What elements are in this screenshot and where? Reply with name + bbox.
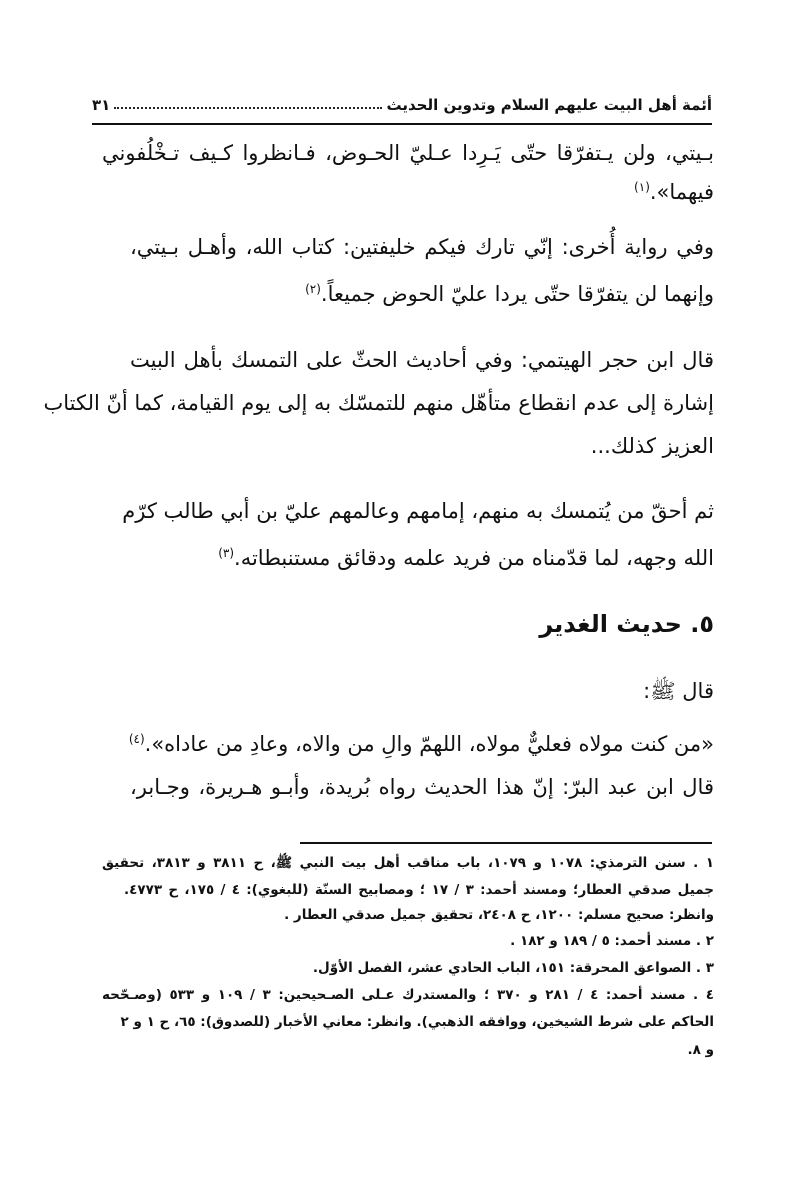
body-line — [102, 538, 714, 573]
page-number: ٣١ — [92, 96, 111, 114]
body-line — [102, 274, 714, 309]
text: وإنهما لن يتفرّقا حتّى يردا عليّ الحوض جميعاً. — [320, 282, 714, 306]
footnote-line: الحاكم على شرط الشيخين، ووافقه الذهبي). وانظر: معاني الأخبار (للصدوق): ٦٥، ح ١ و ٢ — [120, 1014, 714, 1030]
footnote-line: و ٨. — [687, 1042, 714, 1058]
text: الله وجهه، لما قدّمناه من فريد علمه ودقائق مستنبطاته. — [234, 546, 714, 570]
header-dot-leader — [114, 107, 382, 109]
section-heading: ٥. حديث الغدير — [539, 610, 714, 638]
running-header — [92, 86, 712, 114]
footnote-line: ٣ . الصواعق المحرقة: ١٥١، الباب الحادي عشر، الفصل الأوّل. — [312, 960, 714, 976]
body-line: إشارة إلى عدم انقطاع متأهّل منهم للتمسّك به إلى يوم القيامة، كما أنّ الكتاب — [43, 391, 714, 415]
footnote-line: جميل صدقي العطار؛ ومسند أحمد: ٣ / ١٧ ؛ ومصابيح السنّة (للبغوي): ٤ / ١٧٥، ح ٤٧٧٣. — [124, 882, 714, 898]
footnote-ref: (٢) — [305, 282, 321, 296]
body-line: قال ابن حجر الهيتمي: وفي أحاديث الحثّ على التمسك بأهل البيت — [130, 348, 714, 372]
text: «من كنت مولاه فعليٌّ مولاه، اللهمّ والِ من والاه، وعادِ من عاداه». — [144, 732, 714, 756]
body-line: العزيز كذلك... — [590, 434, 714, 458]
body-line: قال ابن عبد البرّ: إنّ هذا الحديث رواه بُريدة، وأبـو هـريرة، وجـابر، — [130, 775, 714, 799]
header-title: أئمة أهل البيت عليهم السلام وتدوين الحديث — [386, 96, 712, 114]
body-line: قال ﷺ: — [643, 679, 714, 703]
footnote-ref: (١) — [634, 180, 650, 194]
body-line — [102, 724, 714, 759]
header-rule — [92, 123, 712, 125]
footnote-rule — [300, 842, 712, 844]
body-line: ثم أحقّ من يُتمسك به منهم، إمامهم وعالمهم عليّ بن أبي طالب كرّم — [122, 499, 714, 523]
footnote-line: وانظر: صحيح مسلم: ١٢٠٠، ح ٢٤٠٨، تحقيق جميل صدقي العطار . — [284, 907, 714, 923]
body-line: بـيتي، ولن يـتفرّقا حتّى يَـرِدا عـليّ الحـوض، فـانظروا كـيف تـخْلُفوني — [102, 141, 714, 165]
footnote-ref: (٤) — [128, 732, 145, 746]
footnote-line: ٢ . مسند أحمد: ٥ / ١٨٩ و ١٨٢ . — [510, 933, 714, 949]
footnote-line: ١ . سنن الترمذي: ١٠٧٨ و ١٠٧٩، باب مناقب أهل بيت النبي ﷺ، ح ٣٨١١ و ٣٨١٣، تحقيق — [102, 855, 714, 871]
body-line: وفي رواية أُخرى: إنّي تارك فيكم خليفتين: كتاب الله، وأهـل بـيتي، — [130, 235, 714, 259]
text: فيهما». — [649, 180, 714, 204]
footnote-ref: (٣) — [218, 546, 235, 560]
body-line — [102, 172, 714, 207]
footnote-line: ٤ . مسند أحمد: ٤ / ٢٨١ و ٣٧٠ ؛ والمستدرك عـلى الصـحيحين: ٣ / ١٠٩ و ٥٣٣ (وصـحّحه — [102, 987, 714, 1003]
